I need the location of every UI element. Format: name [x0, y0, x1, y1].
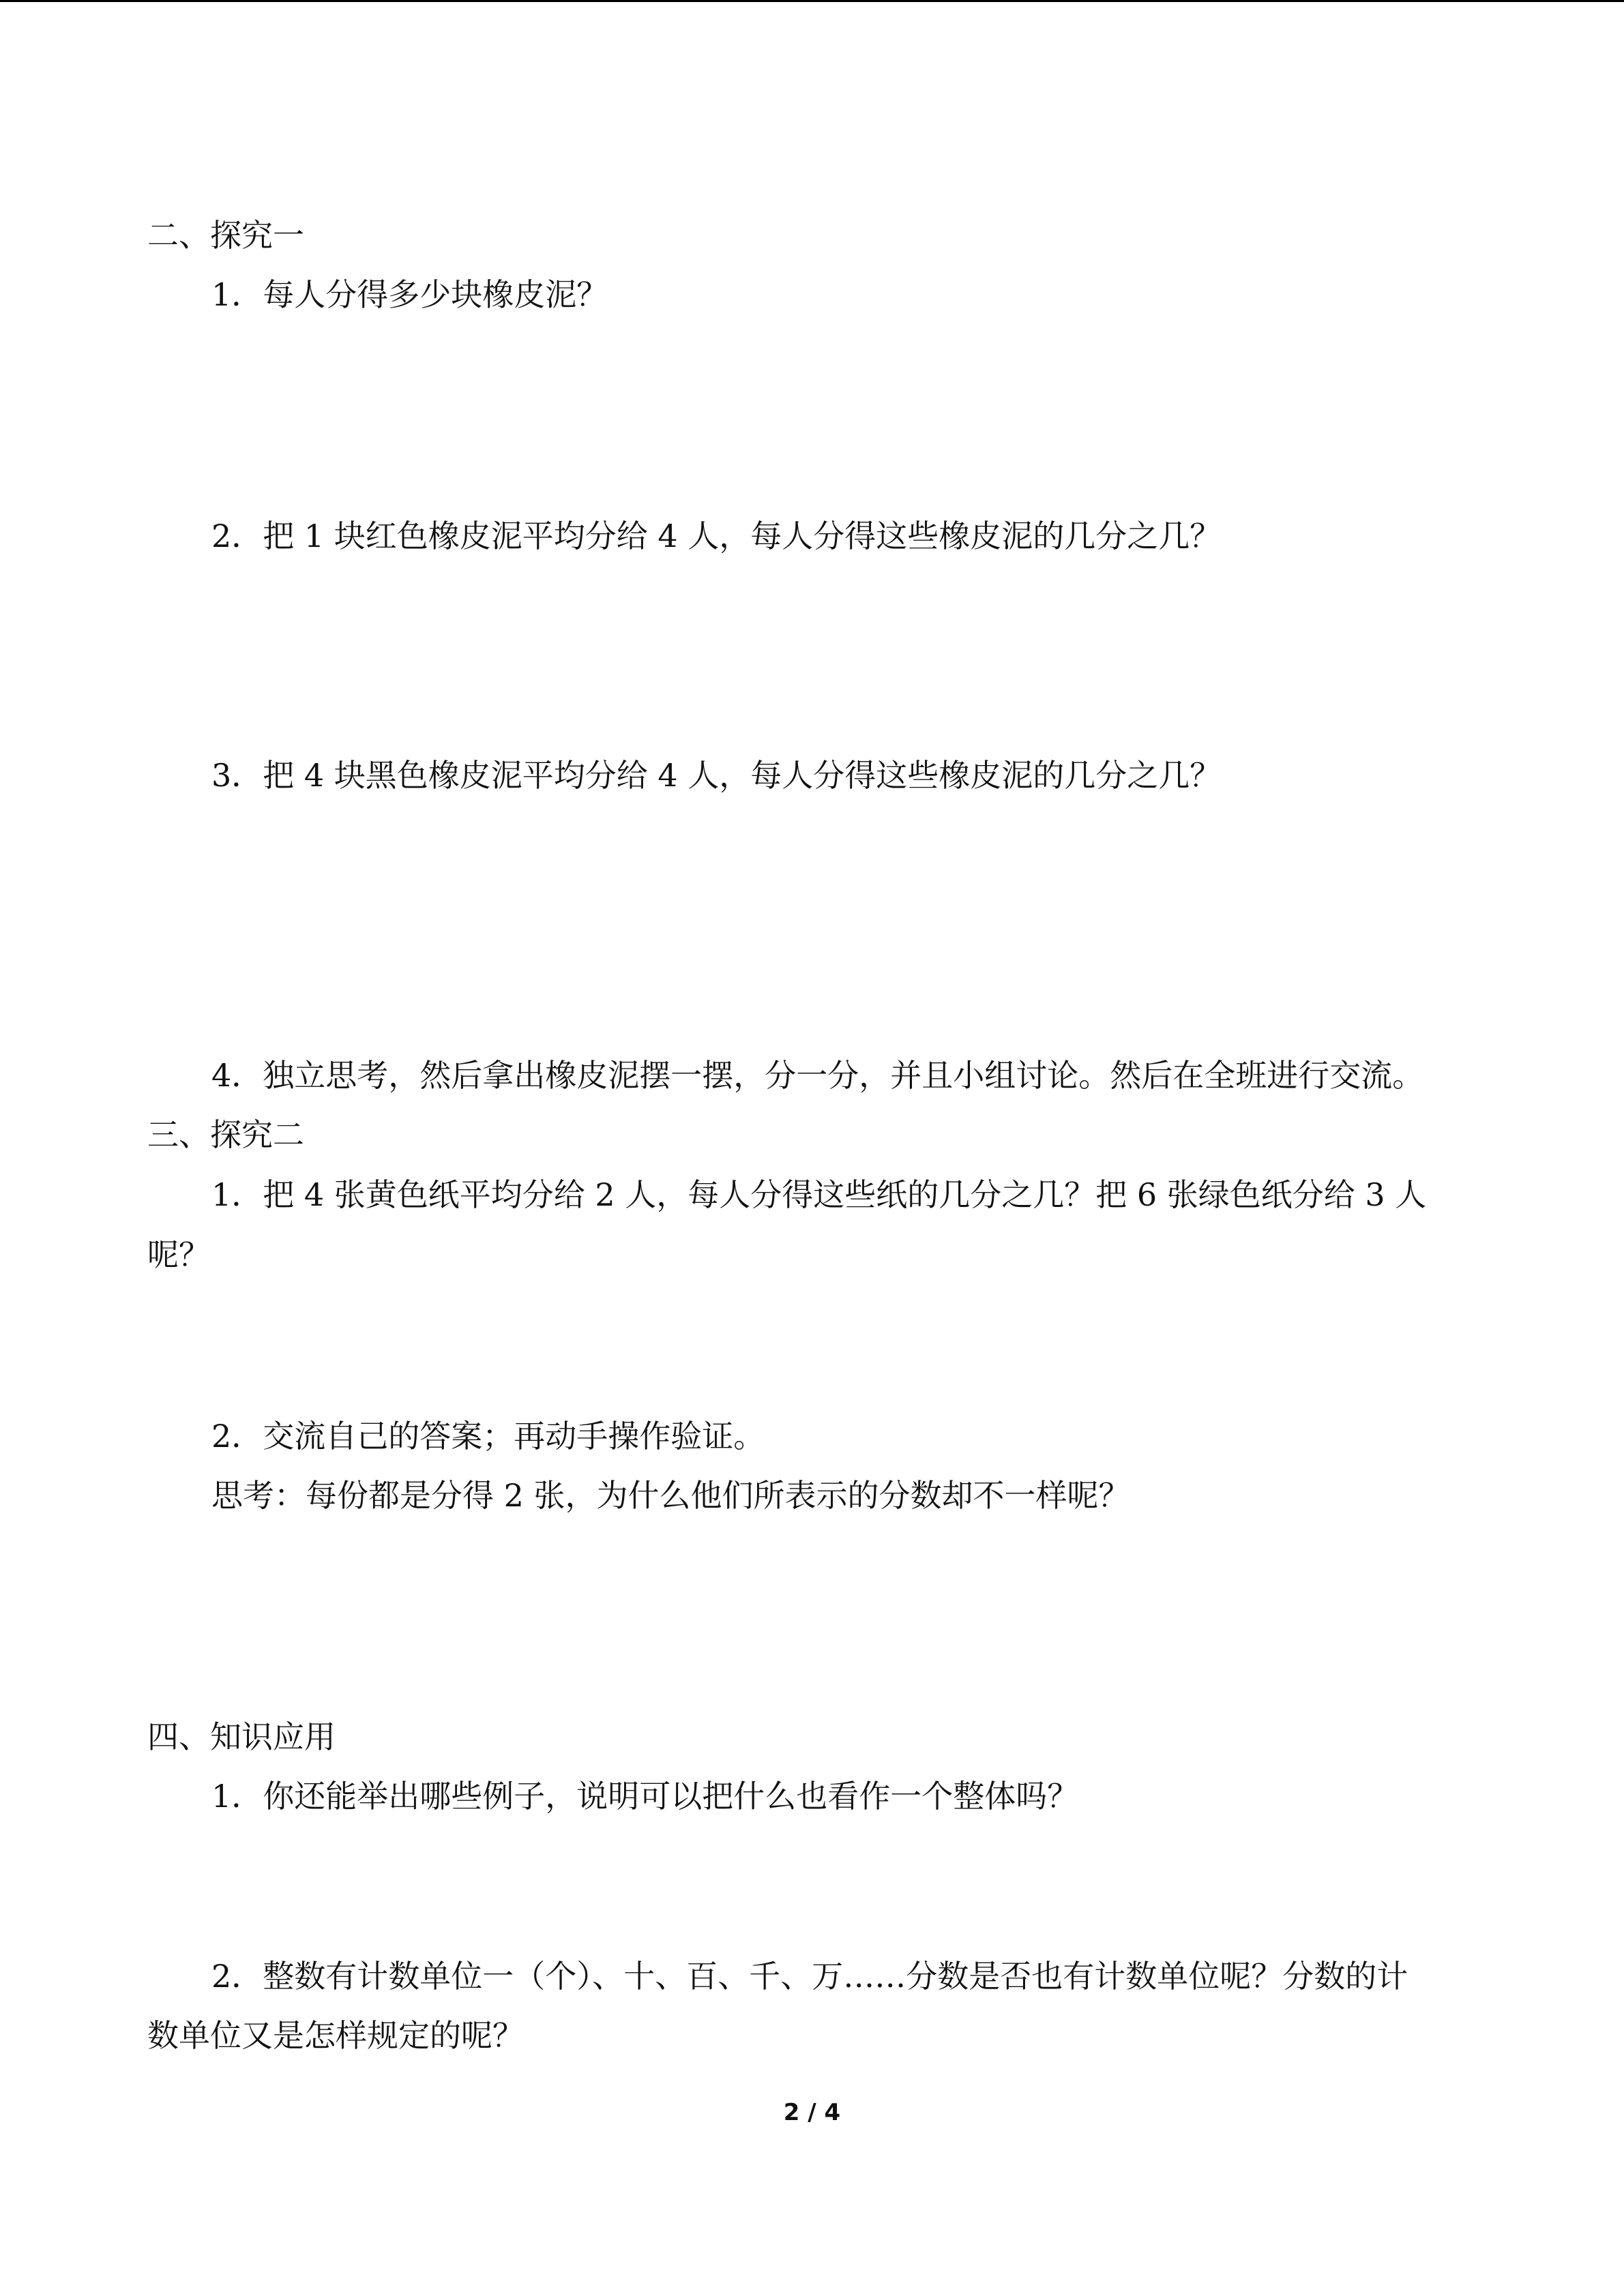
question-item: 2．交流自己的答案；再动手操作验证。	[211, 1418, 765, 1455]
section-heading-explore-2: 三、探究二	[147, 1116, 304, 1153]
question-item: 1．你还能举出哪些例子，说明可以把什么也看作一个整体吗？	[211, 1778, 1079, 1815]
question-item: 4．独立思考，然后拿出橡皮泥摆一摆，分一分，并且小组讨论。然后在全班进行交流。	[211, 1057, 1424, 1094]
question-item: 1．每人分得多少块橡皮泥？	[211, 276, 608, 313]
question-item: 1．把 4 张黄色纸平均分给 2 人，每人分得这些纸的几分之几？把 6 张绿色纸分给 3 人	[211, 1176, 1427, 1213]
section-heading-application: 四、知识应用	[147, 1718, 336, 1755]
section-heading-explore-1: 二、探究一	[147, 217, 304, 254]
think-prompt: 思考：每份都是分得 2 张，为什么他们所表示的分数却不一样呢？	[211, 1477, 1130, 1514]
question-item: 3．把 4 块黑色橡皮泥平均分给 4 人，每人分得这些橡皮泥的几分之几？	[211, 757, 1222, 794]
question-item: 2．把 1 块红色橡皮泥平均分给 4 人，每人分得这些橡皮泥的几分之几？	[211, 518, 1222, 554]
question-item: 2．整数有计数单位一（个）、十、百、千、万……分数是否也有计数单位呢？分数的计	[211, 1958, 1408, 1995]
question-item-continuation: 数单位又是怎样规定的呢？	[147, 2017, 524, 2054]
question-item-continuation: 呢？	[147, 1236, 210, 1273]
page-number: 2 / 4	[783, 2099, 841, 2126]
page-top-border	[0, 0, 1624, 2]
